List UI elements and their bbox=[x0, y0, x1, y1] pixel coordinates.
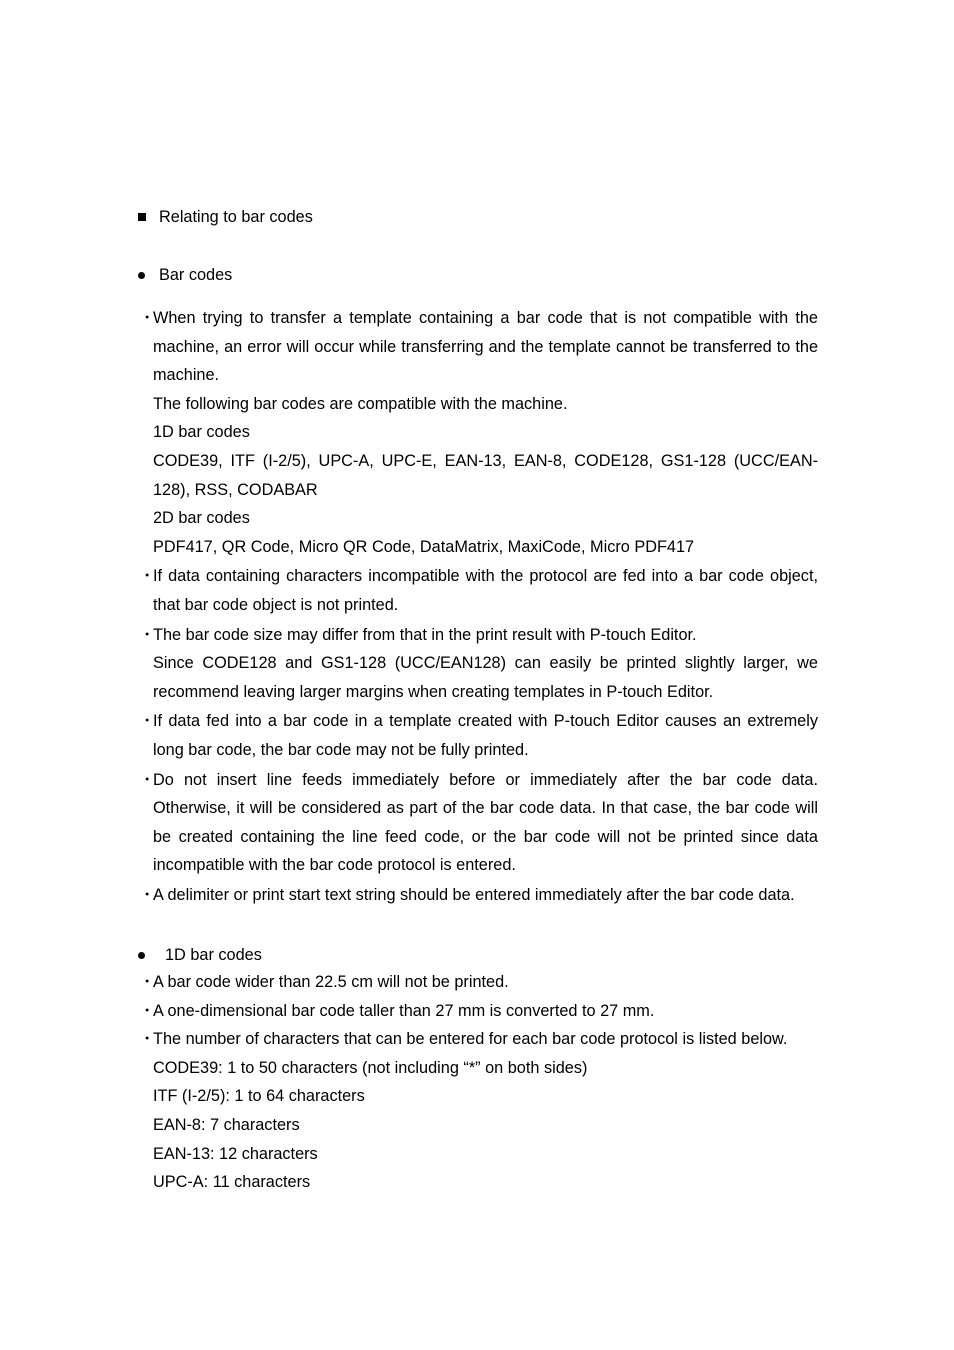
item-extra-text: Since CODE128 and GS1-128 (UCC/EAN128) can easily be printed slightly larger, we recommend leaving larger margins when creating templates in P-touch Editor. bbox=[153, 654, 818, 701]
dot-bullet: ・ bbox=[139, 770, 156, 789]
item-text: If data containing characters incompatible with the protocol are fed into a bar code object, that bar code object is not printed. bbox=[153, 567, 818, 614]
item-text: The number of characters that can be entered for each bar code protocol is listed below. bbox=[153, 1030, 788, 1049]
list-item bbox=[138, 968, 818, 997]
item-extra-text: CODE39, ITF (I-2/5), UPC-A, UPC-E, EAN-13, EAN-8, CODE128, GS1-128 (UCC/EAN-128), RSS, CODABAR bbox=[153, 451, 818, 499]
subsection-title: 1D bar codes bbox=[165, 946, 262, 964]
item-text: If data fed into a bar code in a template created with P-touch Editor causes an extremely long bar code, the bar code may not be fully printed. bbox=[153, 712, 818, 759]
item-extra-text: ITF (I-2/5): 1 to 64 characters bbox=[153, 1087, 365, 1106]
item-extra-text: 1D bar codes bbox=[153, 423, 250, 442]
item-extra-text: UPC-A: 11 characters bbox=[153, 1173, 311, 1192]
item-text: Do not insert line feeds immediately before or immediately after the bar code data. Otherwise, it will be considered as part of the bar code data. In that case, the bar code will be created containing the line feed code, or the bar code will not be printed since data incompatible with the bar code protocol is entered. bbox=[153, 770, 818, 875]
dot-bullet: ・ bbox=[139, 973, 156, 991]
item-extra-text: EAN-8: 7 characters bbox=[153, 1115, 300, 1134]
list-item bbox=[138, 881, 818, 910]
dot-bullet: ・ bbox=[139, 625, 156, 644]
item-extra-text: CODE39: 1 to 50 characters (not including “*” on both sides) bbox=[153, 1058, 588, 1077]
1d-bar-codes-items bbox=[138, 968, 818, 1197]
round-bullet-icon bbox=[138, 272, 145, 279]
item-extra-text: PDF417, QR Code, Micro QR Code, DataMatrix, MaxiCode, Micro PDF417 bbox=[153, 537, 695, 556]
item-text: When trying to transfer a template containing a bar code that is not compatible with the machine, an error will occur while transferring and the template cannot be transferred to the machine. bbox=[153, 309, 818, 385]
dot-bullet: ・ bbox=[139, 885, 156, 904]
dot-bullet: ・ bbox=[139, 1001, 156, 1020]
item-text: The bar code size may differ from that in the print result with P-touch Editor. bbox=[153, 625, 697, 644]
item-extra-text: 2D bar codes bbox=[153, 509, 250, 528]
square-bullet-icon bbox=[138, 213, 146, 221]
bar-codes-items bbox=[138, 304, 818, 909]
dot-bullet: ・ bbox=[139, 309, 156, 327]
list-item bbox=[138, 707, 818, 764]
list-item bbox=[138, 621, 818, 707]
item-text: A one-dimensional bar code taller than 27 mm is converted to 27 mm. bbox=[153, 1001, 655, 1020]
item-text: A bar code wider than 22.5 cm will not be printed. bbox=[153, 973, 509, 991]
item-extra-text: EAN-13: 12 characters bbox=[153, 1144, 318, 1163]
list-item bbox=[138, 997, 818, 1026]
list-item bbox=[138, 304, 818, 561]
dot-bullet: ・ bbox=[139, 1030, 156, 1049]
list-item bbox=[138, 562, 818, 619]
list-item bbox=[138, 1025, 818, 1197]
round-bullet-icon bbox=[138, 952, 145, 959]
list-item bbox=[138, 766, 818, 880]
item-extra-text: The following bar codes are compatible with the machine. bbox=[153, 394, 568, 413]
subsection-title: Bar codes bbox=[159, 266, 233, 284]
item-text: A delimiter or print start text string should be entered immediately after the bar code data. bbox=[153, 885, 795, 904]
section-heading-text: Relating to bar codes bbox=[159, 208, 313, 226]
dot-bullet: ・ bbox=[139, 567, 156, 586]
dot-bullet: ・ bbox=[139, 712, 156, 731]
